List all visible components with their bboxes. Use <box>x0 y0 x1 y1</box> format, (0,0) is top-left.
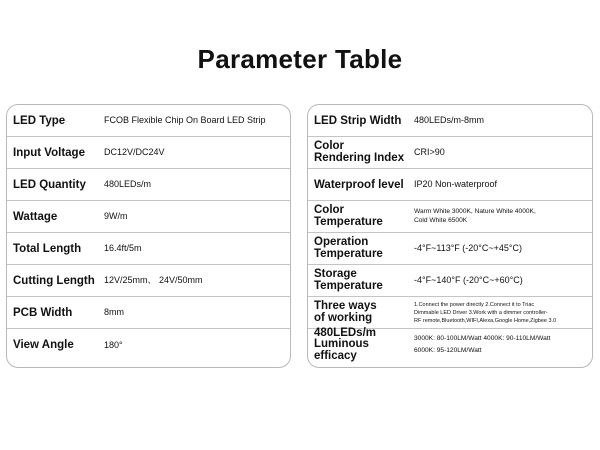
row-value: 480LEDs/m <box>104 179 152 190</box>
row-value: 480LEDs/m-8mm <box>414 115 485 126</box>
table-row <box>7 233 290 265</box>
row-value-line: 3000K: 80-100LM/Watt 4000K: 90-110LM/Watt <box>414 335 551 342</box>
row-label <box>308 328 414 363</box>
row-value-line: 1.Connect the power directly 2.Connect it to Triac <box>414 301 535 308</box>
row-value: 12V/25mm、 24V/50mm <box>104 275 203 286</box>
row-label-line: Color <box>314 204 345 216</box>
table-row <box>308 169 592 201</box>
row-label: PCB Width <box>13 306 73 319</box>
row-label-line: of working <box>314 311 373 324</box>
row-value: CRI>90 <box>414 147 445 158</box>
row-label-line: Storage <box>314 268 357 280</box>
row-value-line: 6000K: 95-120LM/Watt <box>414 347 482 354</box>
row-value: 16.4ft/5m <box>104 243 142 254</box>
table-row <box>7 105 290 137</box>
parameter-table-right <box>307 104 593 368</box>
row-label-line: Operation <box>314 236 369 248</box>
row-label-line: Temperature <box>314 215 383 228</box>
row-label <box>308 237 414 260</box>
row-value: FCOB Flexible Chip On Board LED Strip <box>104 115 266 126</box>
row-value <box>414 333 592 357</box>
row-label <box>308 141 414 164</box>
page-title: Parameter Table <box>197 44 403 74</box>
row-label-line: Rendering Index <box>314 151 405 164</box>
row-label: LED Quantity <box>13 178 86 191</box>
table-row <box>7 329 290 361</box>
row-label <box>308 269 414 292</box>
row-value-line: Dimmable LED Driver 3.Work with a dimmer controller- <box>414 309 548 316</box>
row-value: DC12V/DC24V <box>104 147 165 158</box>
row-label: LED Type <box>13 114 66 127</box>
row-label: LED Strip Width <box>314 114 402 127</box>
table-row <box>7 201 290 233</box>
row-label <box>308 205 414 228</box>
table-row <box>308 265 592 297</box>
row-label: Waterproof level <box>314 178 404 191</box>
row-value: 9W/m <box>104 211 128 222</box>
table-row <box>308 137 592 169</box>
row-value: -4°F~113°F (-20°C~+45°C) <box>414 243 523 254</box>
row-label-line: Luminous efficacy <box>314 338 369 362</box>
table-row <box>7 169 290 201</box>
row-label-line: Temperature <box>314 279 383 292</box>
row-label: View Angle <box>13 339 74 351</box>
row-value <box>414 301 592 325</box>
row-value-line: RF remote,Bluetooth,WIFI,Alexa,Google Home,Zigbee 3.0 <box>414 317 557 324</box>
row-value: 180° <box>104 339 123 350</box>
row-value <box>414 208 592 226</box>
row-label <box>308 301 414 324</box>
table-row <box>308 297 592 329</box>
row-label-line: Temperature <box>314 247 383 260</box>
row-value-line: Warm White 3000K, Nature White 4000K, <box>414 207 536 215</box>
row-label-line: 480LEDs/m <box>314 326 377 339</box>
row-value: -4°F~140°F (-20°C~+60°C) <box>414 275 523 286</box>
row-value: 8mm <box>104 307 124 318</box>
row-label: Input Voltage <box>13 146 85 159</box>
table-row <box>7 265 290 297</box>
row-label: Wattage <box>13 210 58 223</box>
row-label-line: Color <box>314 140 345 152</box>
row-label: Total Length <box>13 242 82 255</box>
table-row <box>308 105 592 137</box>
row-value-line: Cold White 6500K <box>414 216 468 224</box>
table-row <box>308 326 592 362</box>
row-label: Cutting Length <box>13 274 95 287</box>
table-row <box>308 233 592 265</box>
table-row <box>308 201 592 233</box>
parameter-table-left <box>6 104 291 368</box>
table-row <box>7 137 290 169</box>
table-row <box>7 297 290 329</box>
row-value: IP20 Non-waterproof <box>414 179 498 190</box>
row-label-line: Three ways <box>314 300 377 312</box>
